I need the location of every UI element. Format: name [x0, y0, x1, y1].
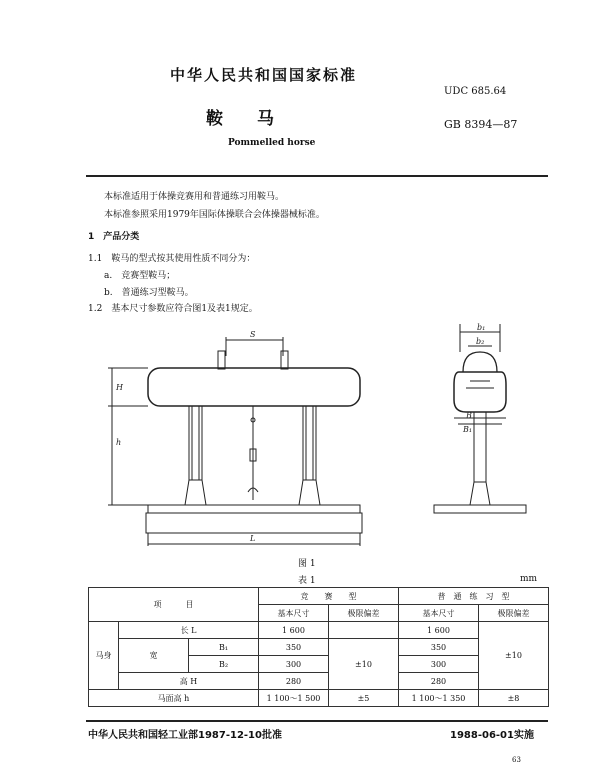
- row-width-label: 宽: [119, 639, 189, 673]
- label-b1: b₁: [477, 323, 486, 332]
- header-prac-tolerance: 极限偏差: [479, 605, 549, 622]
- figure-caption: 图 1: [298, 559, 316, 569]
- label-B: B: [466, 411, 472, 420]
- leg-right-foot: [299, 480, 320, 505]
- page-number: 63: [512, 756, 521, 764]
- header-comp-tolerance: 极限偏差: [329, 605, 399, 622]
- udc-number: UDC 685.64: [444, 86, 507, 97]
- table-caption: 表 1: [298, 576, 316, 586]
- comp-leg: 1 100～1 500: [259, 690, 329, 707]
- horse-body: [148, 368, 360, 406]
- header-competition: 竞 赛 型: [259, 588, 399, 605]
- comp-height: 280: [259, 673, 329, 690]
- standard-title: 中华人民共和国国家标准: [170, 66, 358, 84]
- comp-width-tol: ±10: [329, 639, 399, 690]
- row-body-label: 马身: [89, 622, 119, 690]
- clause-1-2: 1.2 基本尺寸参数应符合图1及表1规定。: [88, 304, 258, 314]
- row-leg-label: 马面高 h: [89, 690, 259, 707]
- leg-right-upper: [303, 406, 316, 480]
- base-side: [434, 505, 526, 513]
- prac-leg-tol: ±8: [479, 690, 549, 707]
- row-b2-label: B₂: [189, 656, 259, 673]
- floor-plate: [146, 513, 362, 533]
- label-h: h: [116, 438, 122, 447]
- english-title: Pommelled horse: [228, 138, 316, 148]
- pommel-left: [218, 351, 225, 369]
- header-item: 项 目: [89, 588, 259, 622]
- table-unit: mm: [520, 574, 538, 584]
- specification-table: [88, 587, 549, 707]
- clause-item-a: a. 竞赛型鞍马；: [104, 271, 176, 281]
- pommel-right: [281, 351, 288, 369]
- comp-b1: 350: [259, 639, 329, 656]
- header-practice: 普 通 练 习 型: [399, 588, 549, 605]
- row-height-label: 高 H: [119, 673, 259, 690]
- foot-side: [470, 482, 490, 505]
- prac-height: 280: [399, 673, 479, 690]
- leg-side: [474, 412, 486, 482]
- header-comp-basic: 基本尺寸: [259, 605, 329, 622]
- comp-length: 1 600: [259, 622, 329, 639]
- prac-length: 1 600: [399, 622, 479, 639]
- leg-right-inner: [306, 406, 313, 480]
- intro-line-1: 本标准适用于体操竞赛用和普通练习用鞍马。: [104, 192, 285, 202]
- leg-left-foot: [185, 480, 206, 505]
- label-b2: b₂: [476, 337, 485, 346]
- prac-b1: 350: [399, 639, 479, 656]
- pommel-side: [463, 352, 497, 372]
- leg-left-upper: [189, 406, 202, 480]
- label-H: H: [116, 383, 123, 392]
- row-b1-label: B₁: [189, 639, 259, 656]
- label-L: L: [250, 534, 256, 543]
- gb-number: GB 8394—87: [444, 118, 518, 131]
- base-plate: [148, 505, 360, 513]
- body-side: [454, 372, 506, 412]
- footer-rule: [86, 720, 548, 722]
- intro-line-2: 本标准参照采用1979年国际体操联合会体操器械标准。: [104, 210, 325, 220]
- comp-leg-tol: ±5: [329, 690, 399, 707]
- section-1-heading: 1 产品分类: [88, 232, 140, 242]
- prac-leg: 1 100～1 350: [399, 690, 479, 707]
- header-prac-basic: 基本尺寸: [399, 605, 479, 622]
- row-length-label: 长 L: [119, 622, 259, 639]
- clause-1-1: 1.1 鞍马的型式按其使用性质不同分为：: [88, 254, 256, 264]
- comp-b2: 300: [259, 656, 329, 673]
- implementation-text: 1988-06-01实施: [450, 730, 534, 741]
- prac-b2: 300: [399, 656, 479, 673]
- prac-width-tol: ±10: [479, 622, 549, 690]
- approval-text: 中华人民共和国轻工业部1987-12-10批准: [88, 730, 282, 741]
- clause-item-b: b. 普通练习型鞍马。: [104, 288, 194, 298]
- comp-length-tol: [329, 622, 399, 639]
- leg-left-inner: [192, 406, 199, 480]
- label-B1: B₁: [463, 425, 473, 434]
- document-title: 鞍 马: [206, 109, 274, 129]
- label-s: S: [250, 330, 256, 339]
